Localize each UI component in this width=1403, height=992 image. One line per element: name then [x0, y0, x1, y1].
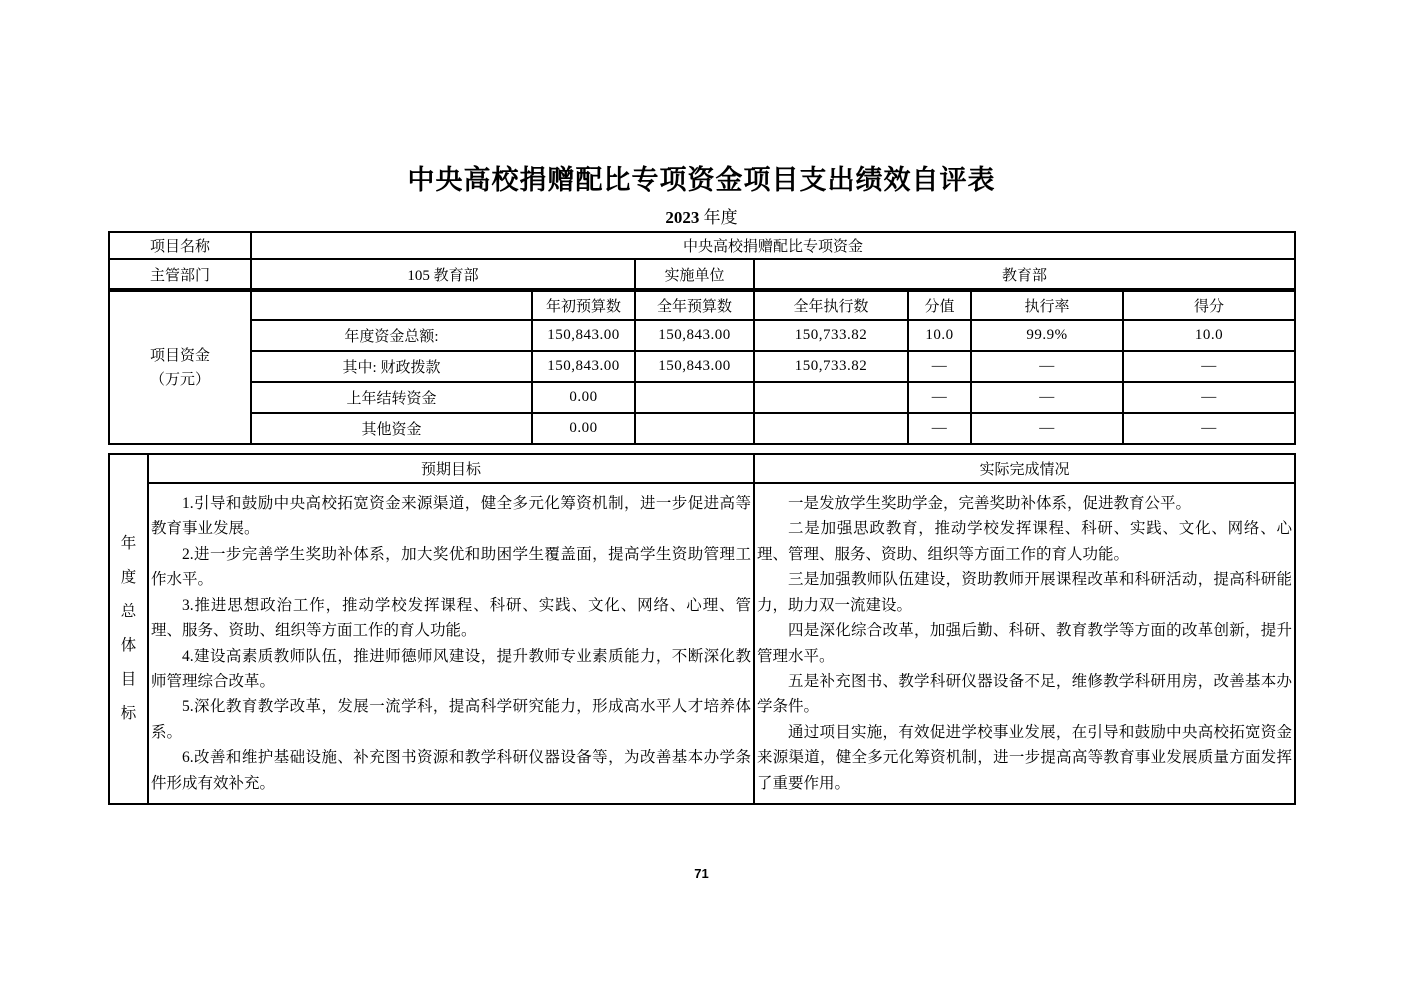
other-executed [754, 413, 908, 444]
table-row [109, 259, 1295, 289]
funds-row-fiscal [109, 351, 1295, 382]
project-name-value: 中央高校捐赠配比专项资金 [251, 232, 1295, 259]
expected-goals-header: 预期目标 [148, 454, 754, 483]
annual-goals-table [108, 453, 1296, 805]
col-header-annual-budget: 全年预算数 [635, 291, 754, 320]
page-title: 中央高校捐赠配比专项资金项目支出绩效自评表 [407, 165, 996, 195]
funds-row-header-line2: （万元） [149, 371, 210, 388]
expected-goal-item: 3.推进思想政治工作，推动学校发挥课程、科研、实践、文化、网络、心理、管理、服务、资助、组织等方面工作的育人功能。 [151, 596, 751, 640]
actual-completion-header: 实际完成情况 [754, 454, 1295, 483]
expected-goal-item: 2.进一步完善学生奖助补体系，加大奖优和助困学生覆盖面，提高学生资助管理工作水平。 [151, 545, 751, 589]
col-header-initial-budget: 年初预算数 [532, 291, 635, 320]
expected-goal-item: 1.引导和鼓励中央高校拓宽资金来源渠道，健全多元化筹资机制，进一步促进高等教育事业发展。 [151, 495, 751, 538]
total-score: 10.0 [1123, 320, 1295, 351]
funds-row-other [109, 413, 1295, 444]
carryover-score-value: — [908, 382, 971, 413]
funds-row-carryover [109, 382, 1295, 413]
project-funds-table [108, 290, 1296, 445]
subtitle-suffix: 年度 [699, 208, 738, 227]
other-annual-budget [635, 413, 754, 444]
funds-header-blank [251, 291, 532, 320]
goals-row-header [109, 454, 148, 804]
fiscal-annual-budget: 150,843.00 [635, 351, 754, 382]
actual-completion-item: 三是加强教师队伍建设，资助教师开展课程改革和科研活动，提高科研能力，助力双一流建设。 [757, 571, 1292, 614]
goals-content-row [109, 483, 1295, 804]
total-execution-rate: 99.9% [971, 320, 1123, 351]
col-header-score: 得分 [1123, 291, 1295, 320]
carryover-executed [754, 382, 908, 413]
project-info-table [108, 231, 1296, 290]
goals-row-header-char: 总 [120, 603, 137, 620]
funds-row-header [109, 291, 251, 444]
total-executed: 150,733.82 [754, 320, 908, 351]
carryover-initial-budget: 0.00 [532, 382, 635, 413]
expected-goal-item: 4.建设高素质教师队伍，推进师德师风建设，提升教师专业素质能力，不断深化教师管理综合改革。 [151, 647, 751, 690]
carryover-execution-rate: — [971, 382, 1123, 413]
goals-row-header-char: 体 [120, 637, 137, 654]
goals-row-header-char: 标 [120, 705, 137, 722]
carryover-score: — [1123, 382, 1295, 413]
goals-row-header-char: 年 [120, 535, 137, 552]
actual-completion-item: 二是加强思政教育，推动学校发挥课程、科研、实践、文化、网络、心理、管理、服务、资助、组织等方面工作的育人功能。 [757, 520, 1292, 563]
impl-unit-value: 教育部 [754, 259, 1295, 289]
actual-completion-item: 一是发放学生奖助学金，完善奖助补体系，促进教育公平。 [788, 495, 1192, 513]
subtitle-year: 2023 [665, 208, 700, 227]
table-row [109, 232, 1295, 259]
actual-completion-item: 通过项目实施，有效促进学校事业发展，在引导和鼓励中央高校拓宽资金来源渠道，健全多元化筹资机制，进一步提高高等教育事业发展质量方面发挥了重要作用。 [757, 723, 1292, 792]
goals-row-header-char: 度 [120, 569, 137, 586]
dept-value: 105 教育部 [251, 259, 635, 289]
other-initial-budget: 0.00 [532, 413, 635, 444]
goals-row-header-char: 目 [120, 671, 137, 688]
expected-goals-cell [148, 483, 754, 804]
funds-row-total [109, 320, 1295, 351]
total-score-value: 10.0 [908, 320, 971, 351]
other-execution-rate: — [971, 413, 1123, 444]
fiscal-score: — [1123, 351, 1295, 382]
project-name-label: 项目名称 [109, 232, 251, 259]
col-header-score-value: 分值 [908, 291, 971, 320]
other-score: — [1123, 413, 1295, 444]
fiscal-initial-budget: 150,843.00 [532, 351, 635, 382]
impl-unit-label: 实施单位 [635, 259, 754, 289]
fiscal-executed: 150,733.82 [754, 351, 908, 382]
page-subtitle [0, 203, 1403, 228]
goals-header-row [109, 454, 1295, 483]
actual-completion-item: 五是补充图书、教学科研仪器设备不足，维修教学科研用房，改善基本办学条件。 [757, 672, 1292, 716]
funds-row-label: 年度资金总额: [251, 320, 532, 351]
carryover-annual-budget [635, 382, 754, 413]
col-header-execution-rate: 执行率 [971, 291, 1123, 320]
fiscal-score-value: — [908, 351, 971, 382]
col-header-executed: 全年执行数 [754, 291, 908, 320]
total-initial-budget: 150,843.00 [532, 320, 635, 351]
funds-row-label: 上年结转资金 [251, 382, 532, 413]
dept-label: 主管部门 [109, 259, 251, 289]
funds-header-row [109, 291, 1295, 320]
expected-goal-item: 5.深化教育教学改革，发展一流学科，提高科学研究能力，形成高水平人才培养体系。 [151, 698, 751, 741]
actual-completion-cell [754, 483, 1295, 804]
actual-completion-item: 四是深化综合改革，加强后勤、科研、教育教学等方面的改革创新，提升管理水平。 [757, 622, 1292, 665]
funds-row-label: 其中: 财政拨款 [251, 351, 532, 382]
expected-goal-item: 6.改善和维护基础设施、补充图书资源和教学科研仪器设备等，为改善基本办学条件形成有效补充。 [151, 749, 751, 792]
total-annual-budget: 150,843.00 [635, 320, 754, 351]
other-score-value: — [908, 413, 971, 444]
funds-row-label: 其他资金 [251, 413, 532, 444]
fiscal-execution-rate: — [971, 351, 1123, 382]
page-number: 71 [694, 866, 709, 881]
funds-row-header-line1: 项目资金 [149, 347, 210, 364]
